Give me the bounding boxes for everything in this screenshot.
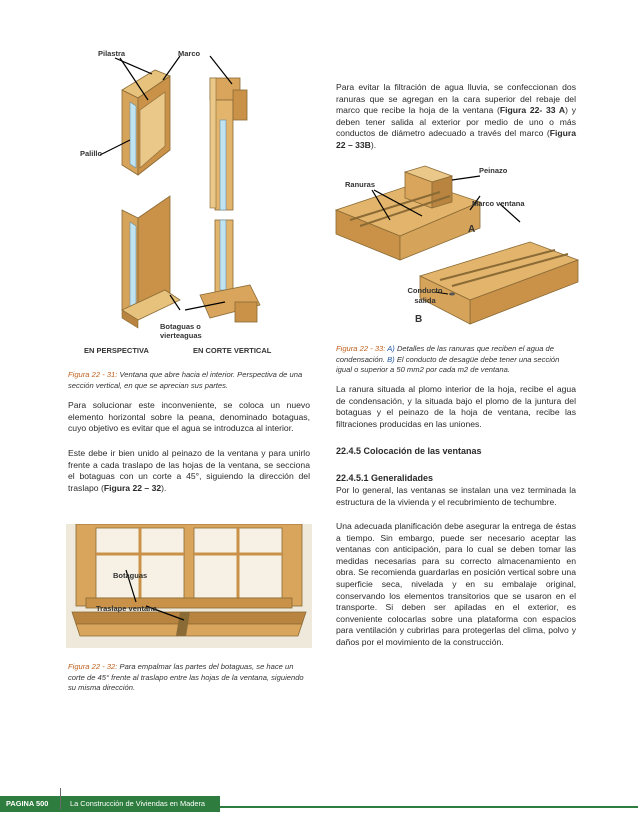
figure-22-33-caption — [336, 344, 576, 376]
left-paragraph-1: Para solucionar este inconveniente, se coloca un nuevo elemento horizontal sobre la peana, denominado botaguas, cuyo objetivo es evitar que el agua se introduzca al interior. — [68, 400, 310, 434]
label-marco-ventana: Marco ventana — [472, 199, 525, 208]
caption-a: A) — [387, 344, 395, 353]
left-paragraph-2 — [68, 448, 310, 494]
caption-number: Figura 22 - 32: — [68, 662, 118, 671]
label-marco: Marco — [178, 49, 201, 58]
label-traslape-ventana: Traslape ventana — [96, 604, 157, 613]
botaguas-joint-illustration — [66, 524, 312, 648]
label-peinazo: Peinazo — [479, 166, 508, 175]
label-botaguas: Botaguas o vierteaguas — [160, 322, 202, 340]
label-conducto-salida: Conducto salida — [407, 286, 443, 305]
label-pilastra: Pilastra — [98, 49, 126, 58]
label-en-perspectiva: EN PERSPECTIVA — [84, 346, 149, 355]
label-botaguas-32: Botaguas — [113, 571, 148, 580]
right-paragraph-1 — [336, 82, 576, 152]
caption-number: Figura 22 - 33: — [336, 344, 386, 353]
footer-rule — [220, 806, 638, 808]
caption-text: Ventana que abre hacia el interior. Perspectiva de una sección vertical, en que se aprecian sus partes. — [68, 370, 303, 390]
right-paragraph-4: Una adecuada planificación debe asegurar la entrega de éstas a tiempo. Sin embargo, puede ser necesario aceptar las ventanas con anticipación, para lo cual se deben tomar las medidas necesarias para su correcto almacenamiento en obra. Se recomienda guardarlas en posición vertical sobre una superficie seca, nivelada y en su embalaje original, conservando los elementos transitorios que se usaron en el transporte. Si deben ser apiladas en el exterior, es conveniente colocarlas sobre una plataforma con espacios para ventilación y cubrirlas para protegerlas del clima, polvo y daños por el movimiento de la construcción. — [336, 521, 576, 647]
left-paragraph-2-text: Este debe ir bien unido al peinazo de la ventana y para unirlo frente a cada traslapo de las hojas de la ventana, se secciona el botaguas con un corte a 45°, siguiendo la dirección del traslapo ( — [68, 448, 310, 493]
section-heading-22-4-5-1: 22.4.5.1 Generalidades — [336, 473, 434, 483]
right-paragraph-1c: ). — [370, 139, 377, 150]
label-en-corte-vertical: EN CORTE VERTICAL — [193, 346, 272, 355]
section-heading-22-4-5: 22.4.5 Colocación de las ventanas — [336, 446, 482, 456]
fig-22-32-reference: Figura 22 – 32 — [103, 482, 162, 493]
right-paragraph-2: La ranura situada al plomo interior de la hoja, recibe el agua de condensación, y la situada bajo el plomo de la juntura del botaguas y el peinazo de la hoja de ventana, recibe las filtraciones producidas en las uniones. — [336, 384, 576, 429]
right-paragraph-1b: ) y deben tener salida al exterior por medio de uno o más conductos de diámetro adecuado a través del marco ( — [336, 105, 577, 139]
caption-text-2: El conducto de desagüe debe tener una sección igual o superior a 50 mm2 por cada m2 de ventana. — [336, 354, 560, 374]
footer-bar — [0, 796, 220, 812]
label-ranuras: Ranuras — [345, 180, 376, 189]
footer-separator — [60, 788, 61, 810]
fig-22-33a-reference: Figura 22- 33 A — [499, 105, 566, 116]
figure-22-32 — [66, 524, 312, 648]
figure-22-31-caption — [68, 370, 308, 391]
footer-title: La Construcción de Viviendas en Madera — [70, 799, 206, 808]
label-palillo: Palillo — [80, 149, 103, 158]
label-a: A — [468, 224, 476, 235]
caption-b: B) — [387, 354, 395, 364]
right-paragraph-1a: Para evitar la filtración de agua lluvia, se confeccionan dos ranuras que se agregan en la cara superior del rebaje del marco que recibe la hoja de la ventana ( — [336, 82, 576, 116]
figure-22-32-caption — [68, 662, 312, 694]
left-paragraph-2-end: ). — [161, 482, 167, 493]
caption-text-1: Detalles de las ranuras que reciben el agua de condensación. — [336, 344, 554, 364]
caption-text: Para empalmar las partes del botaguas, se hace un corte de 45° frente al traslapo entre las hojas de la ventana, siguiendo su misma dirección. — [68, 662, 304, 692]
fig-22-33b-reference: Figura 22 – 33B — [336, 128, 576, 150]
figure-22-31 — [60, 40, 300, 360]
caption-number: Figura 22 - 31: — [68, 370, 118, 379]
right-paragraph-3: Por lo general, las ventanas se instalan una vez terminada la estructura de la vivienda y el recubrimiento de techumbre. — [336, 485, 576, 507]
label-b: B — [415, 314, 423, 325]
page-number: PAGINA 500 — [6, 799, 49, 808]
window-section-illustration — [60, 40, 300, 360]
